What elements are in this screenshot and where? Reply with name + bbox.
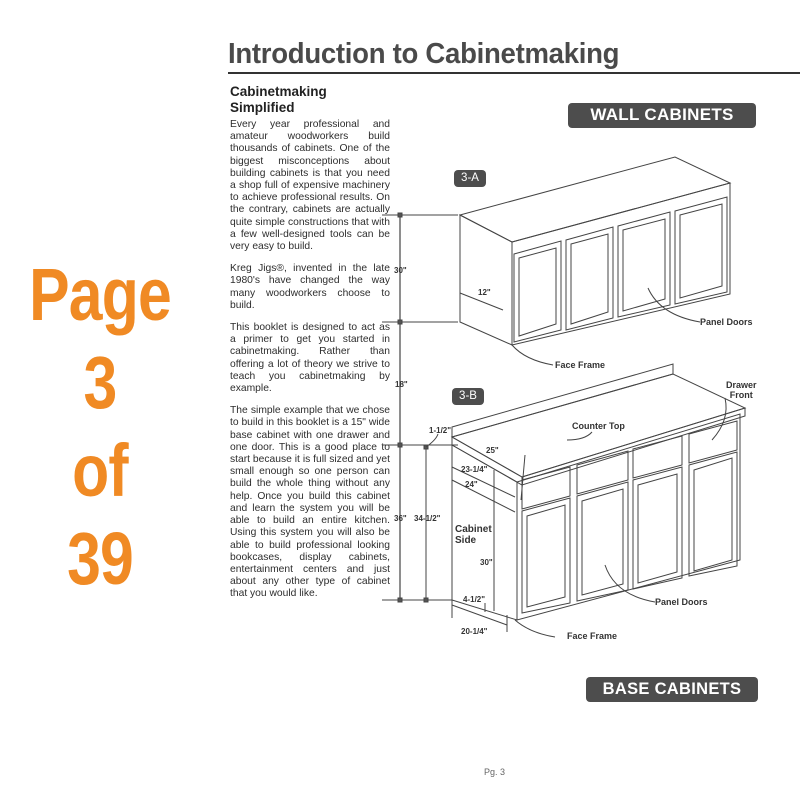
total-pages-number: 39 (67, 517, 133, 600)
cabinet-side-label-line2: Side (455, 535, 477, 546)
figure-tag-3b: 3-B (452, 388, 484, 405)
wall-panel-doors-label: Panel Doors (700, 317, 753, 327)
cabinet-height-label: 34-1/2" (414, 514, 441, 523)
wall-depth-label: 12" (478, 288, 491, 297)
drawer-front-label (726, 380, 757, 400)
section-heading-line1: Cabinetmaking (230, 84, 327, 99)
wall-height-label: 30" (394, 266, 407, 275)
counter-top-label: Counter Top (572, 421, 625, 431)
overall-height-label: 36" (394, 514, 407, 523)
counter-depth-label: 25" (486, 446, 499, 455)
paragraph: The simple example that we chose to build in this booklet is a 15" wide base cabinet with one drawer and one door. This is a good place to start because it is full sized and yet small enough so one person can build the whole thing without any help. Once you build this cabinet and learn the system you will be able to build an entire kitchen. Using this system you will also be able to build professional looking bookcases, display cabinets, entertainment centers and just about any other type of cabinet that you would like. (230, 405, 390, 600)
footer-page-number: Pg. 3 (484, 767, 506, 777)
wall-cabinets-banner: WALL CABINETS (568, 103, 756, 128)
cabinet-side-label (455, 524, 492, 546)
base-panel-doors-label: Panel Doors (655, 597, 708, 607)
paragraph: Every year professional and amateur woodworkers build thousands of cabinets. One of the biggest misconceptions about building cabinets is that you need a shop full of expensive machinery to achieve professional results. On the contrary, cabinets are actually quite simple constructions that with a few well-designed tools can be very easy to build. (230, 119, 390, 253)
depth-24-label: 24" (465, 480, 478, 489)
figure-tag-3a: 3-A (454, 170, 486, 187)
current-page-number: 3 (83, 341, 117, 424)
side-height-label: 30" (480, 558, 493, 567)
of-word: of (72, 429, 128, 512)
depth-23-label: 23-1/4" (461, 465, 488, 474)
drawer-front-label-line1: Drawer (726, 380, 757, 390)
drawer-front-label-line2: Front (729, 390, 753, 400)
bottom-depth-label: 20-1/4" (461, 627, 488, 636)
gap-height-label: 18" (395, 380, 408, 389)
counter-thickness-label: 1-1/2" (429, 426, 452, 435)
paragraph: This booklet is designed to act as a primer to get you started in cabinetmaking. Rather than offering a lot of theory we strive to teach you cabinetmaking by example. (230, 322, 390, 395)
document-title: Introduction to Cabinetmaking (228, 38, 620, 70)
paragraph: Kreg Jigs®, invented in the late 1980's have changed the way many woodworkers choose to build. (230, 263, 390, 311)
page-word: Page (29, 253, 171, 336)
base-cabinets-banner: BASE CABINETS (586, 677, 758, 702)
base-face-frame-label: Face Frame (567, 631, 618, 641)
cabinet-side-label-line1: Cabinet (455, 524, 492, 535)
toe-kick-label: 4-1/2" (463, 595, 486, 604)
section-heading-line2: Simplified (230, 100, 295, 115)
wall-face-frame-label: Face Frame (555, 360, 606, 370)
